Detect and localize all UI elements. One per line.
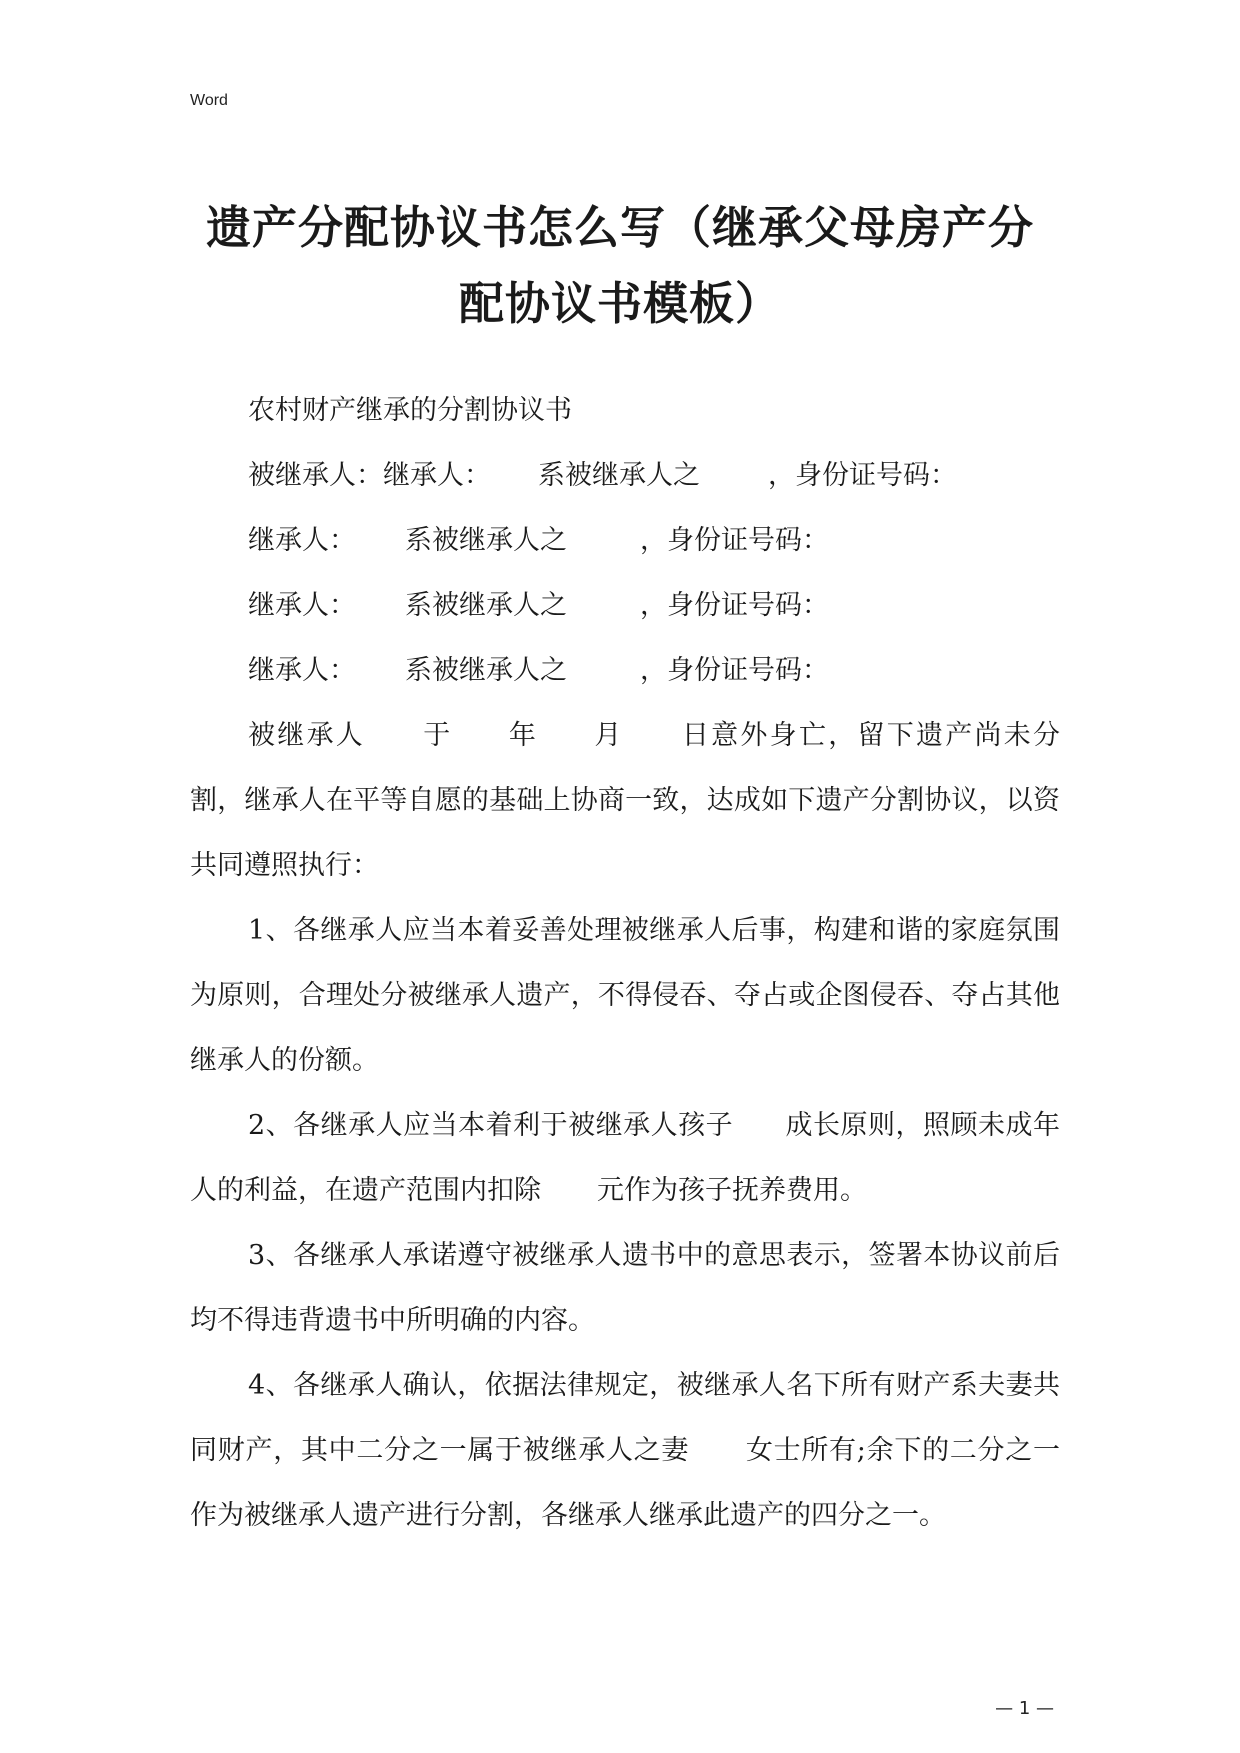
heir-row-id: ，身份证号码： bbox=[640, 525, 829, 556]
clause-4 bbox=[190, 1353, 1060, 1548]
clause-3: 3、各继承人承诺遵守被继承人遗书中的意思表示，签署本协议前后均不得违背遗书中所明确的内容。 bbox=[190, 1240, 1060, 1336]
intro-paragraph bbox=[190, 703, 1060, 898]
intro-decedent: 被继承人 bbox=[248, 720, 366, 751]
intro-month: 月 bbox=[592, 720, 624, 751]
heir-row-relation: 系被继承人之 bbox=[405, 525, 567, 556]
heir-row-id: ，身份证号码： bbox=[640, 655, 829, 686]
heir-row-id: ，身份证号码： bbox=[768, 460, 957, 491]
heir-row-label: 继承人： bbox=[248, 655, 356, 686]
intro-year: 年 bbox=[506, 720, 539, 751]
clause-2-part-a: 2、各继承人应当本着利于被继承人孩子 bbox=[248, 1110, 734, 1141]
heir-row-relation: 系被继承人之 bbox=[538, 460, 700, 491]
intro-at: 于 bbox=[421, 720, 453, 751]
clause-2-part-b: 成长原则，照顾未成年人的利益，在遗产范围内扣除 bbox=[190, 1110, 1060, 1206]
heir-row-relation: 系被继承人之 bbox=[405, 590, 567, 621]
clause-2 bbox=[190, 1093, 1060, 1223]
intro-rest: 日意外身亡，留下遗产尚未分割，继承人在平等自愿的基础上协商一致，达成如下遗产分割协议，以资共同遵照执行： bbox=[190, 720, 1061, 881]
heir-row-label: 被继承人：继承人： bbox=[248, 460, 491, 491]
heir-row bbox=[190, 508, 1060, 573]
document-header: Word bbox=[190, 92, 228, 109]
title-line-2: 配协议书模板） bbox=[458, 277, 781, 330]
heir-row-relation: 系被继承人之 bbox=[405, 655, 567, 686]
title-line-1: 遗产分配协议书怎么写（继承父母房产分 bbox=[205, 201, 1034, 254]
heir-row bbox=[190, 638, 1060, 703]
clause-4-part-a: 4、各继承人确认，依据法律规定，被继承人名下所有财产系夫妻共同财产，其中二分之一属于被继承人之妻 bbox=[190, 1370, 1060, 1466]
subtitle: 农村财产继承的分割协议书 bbox=[248, 395, 572, 426]
heir-row-label: 继承人： bbox=[248, 525, 356, 556]
clause-2-part-c: 元作为孩子抚养费用。 bbox=[597, 1175, 867, 1206]
document-title bbox=[150, 190, 1090, 342]
document-body bbox=[190, 378, 1060, 1548]
clause-4-part-b: 女士所有;余下的二分之一作为被继承人遗产进行分割，各继承人继承此遗产的四分之一。 bbox=[190, 1435, 1060, 1531]
heir-row-id: ，身份证号码： bbox=[640, 590, 829, 621]
heir-row bbox=[190, 573, 1060, 638]
heir-row-label: 继承人： bbox=[248, 590, 356, 621]
heir-row-first bbox=[190, 443, 1060, 508]
clause-1: 1、各继承人应当本着妥善处理被继承人后事，构建和谐的家庭氛围为原则，合理处分被继承人遗产，不得侵吞、夺占或企图侵吞、夺占其他继承人的份额。 bbox=[190, 915, 1060, 1076]
page-number: — 1 — bbox=[995, 1698, 1054, 1719]
